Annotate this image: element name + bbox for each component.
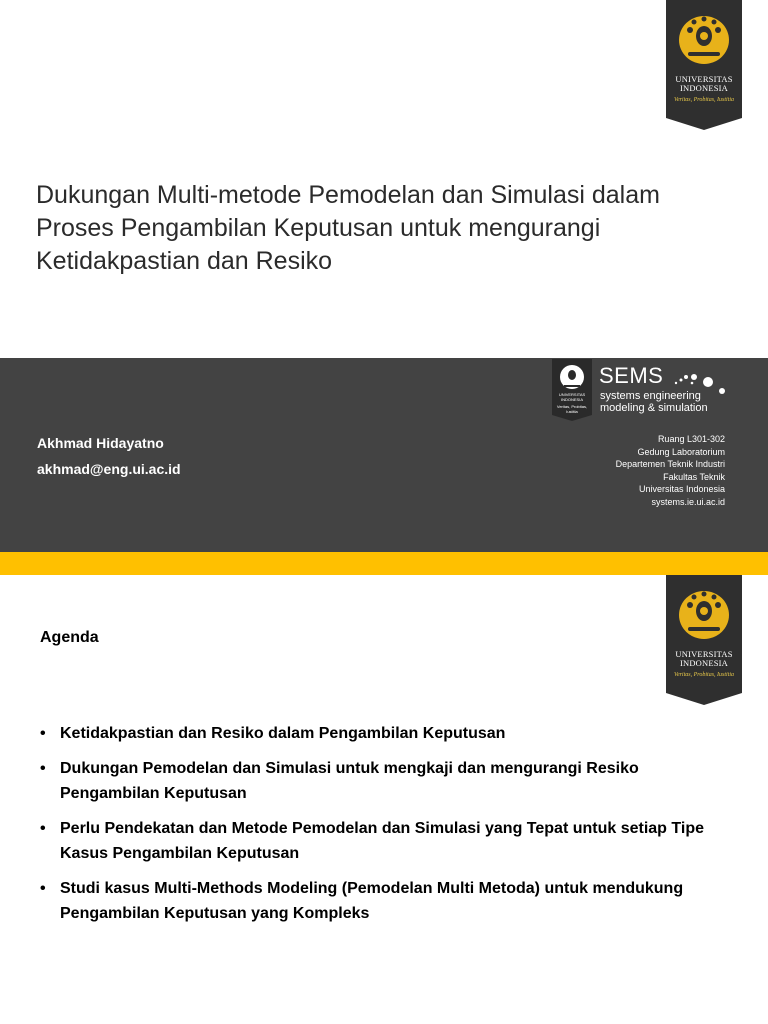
author-name: Akhmad Hidayatno <box>37 435 164 451</box>
sems-subtitle-2: modeling & simulation <box>600 402 708 414</box>
author-email: akhmad@eng.ui.ac.id <box>37 461 181 477</box>
address-line: Universitas Indonesia <box>638 484 725 495</box>
address-line: Gedung Laboratorium <box>637 446 725 457</box>
agenda-heading: Agenda <box>40 629 99 646</box>
accent-stripe <box>0 552 768 575</box>
sems-emblem-tagline: Veritas, Probitas, Iustitia <box>556 404 588 414</box>
list-item <box>40 721 740 746</box>
logo-text-line2: INDONESIA <box>679 83 729 93</box>
list-item <box>40 816 740 866</box>
sems-wordmark: SEMS <box>599 363 664 388</box>
university-logo <box>666 575 742 705</box>
list-item-text: Studi kasus Multi-Methods Modeling (Pemodelan Multi Metoda) untuk mendukung Pengambilan Keputusan yang Kompleks <box>60 880 684 922</box>
agenda-slide <box>0 575 768 1024</box>
sems-logo <box>552 359 742 421</box>
author-info <box>37 430 181 482</box>
address-line: Ruang L301-302 <box>657 434 725 444</box>
list-item <box>40 876 740 926</box>
address-line: Departemen Teknik Industri <box>615 459 725 470</box>
badge-shape <box>666 575 742 705</box>
logo-text-line1: UNIVERSITAS <box>675 649 733 659</box>
logo-tagline: Veritas, Probitas, Iustitia <box>673 672 735 678</box>
logo-text-line1: UNIVERSITAS <box>675 74 733 84</box>
bullet-icon: • <box>40 820 46 837</box>
list-item-text: Dukungan Pemodelan dan Simulasi untuk mengkaji dan mengurangi Resiko Pengambilan Keputusan <box>60 760 639 802</box>
bullet-icon: • <box>40 725 46 742</box>
list-item-text: Ketidakpastian dan Resiko dalam Pengambilan Keputusan <box>60 725 506 742</box>
list-item-text: Perlu Pendekatan dan Metode Pemodelan dan Simulasi yang Tepat untuk setiap Tipe Kasus Pengambilan Keputusan <box>60 820 704 862</box>
address-line: Fakultas Teknik <box>663 471 725 482</box>
address-line: systems.ie.ui.ac.id <box>651 496 725 507</box>
sems-subtitle-1: systems engineering <box>600 390 701 402</box>
bullet-icon: • <box>40 880 46 897</box>
agenda-list <box>40 721 740 936</box>
sems-emblem-line1: UNIVERSITAS <box>558 392 586 397</box>
list-item <box>40 756 740 806</box>
logo-tagline: Veritas, Probitas, Iustitia <box>673 97 735 103</box>
slide-title: Dukungan Multi-metode Pemodelan dan Simulasi dalam Proses Pengambilan Keputusan untuk mengurangi Ketidakpastian dan Resiko <box>36 181 660 275</box>
sems-emblem-line2: INDONESIA <box>560 397 583 402</box>
logo-text-line2: INDONESIA <box>679 658 729 668</box>
university-logo <box>666 0 742 130</box>
sems-emblem <box>552 359 592 421</box>
bullet-icon: • <box>40 760 46 777</box>
badge-shape <box>666 0 742 130</box>
address-block <box>616 433 725 509</box>
